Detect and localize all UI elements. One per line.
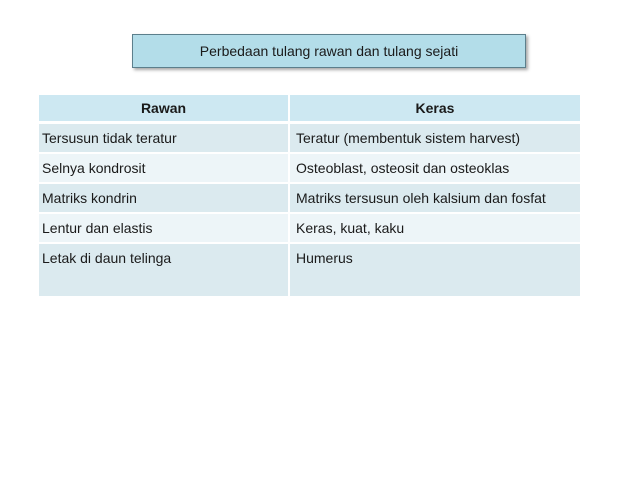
cell-rawan: Lentur dan elastis — [39, 213, 289, 243]
table-row — [39, 183, 580, 213]
table-row — [39, 153, 580, 183]
table-row — [39, 243, 580, 297]
cell-keras: Matriks tersusun oleh kalsium dan fosfat — [289, 183, 580, 213]
table-row — [39, 213, 580, 243]
table-row — [39, 122, 580, 153]
cell-keras: Humerus — [289, 243, 580, 297]
cell-keras: Keras, kuat, kaku — [289, 213, 580, 243]
cell-rawan: Matriks kondrin — [39, 183, 289, 213]
header-keras: Keras — [289, 95, 580, 122]
header-rawan: Rawan — [39, 95, 289, 122]
cell-rawan: Letak di daun telinga — [39, 243, 289, 297]
table-header-row — [39, 95, 580, 122]
slide-title-text: Perbedaan tulang rawan dan tulang sejati — [199, 43, 459, 59]
cell-rawan: Selnya kondrosit — [39, 153, 289, 183]
cell-keras: Osteoblast, osteosit dan osteoklas — [289, 153, 580, 183]
cell-keras: Teratur (membentuk sistem harvest) — [289, 122, 580, 153]
comparison-table — [39, 95, 580, 298]
slide-title — [132, 34, 526, 68]
cell-rawan: Tersusun tidak teratur — [39, 122, 289, 153]
